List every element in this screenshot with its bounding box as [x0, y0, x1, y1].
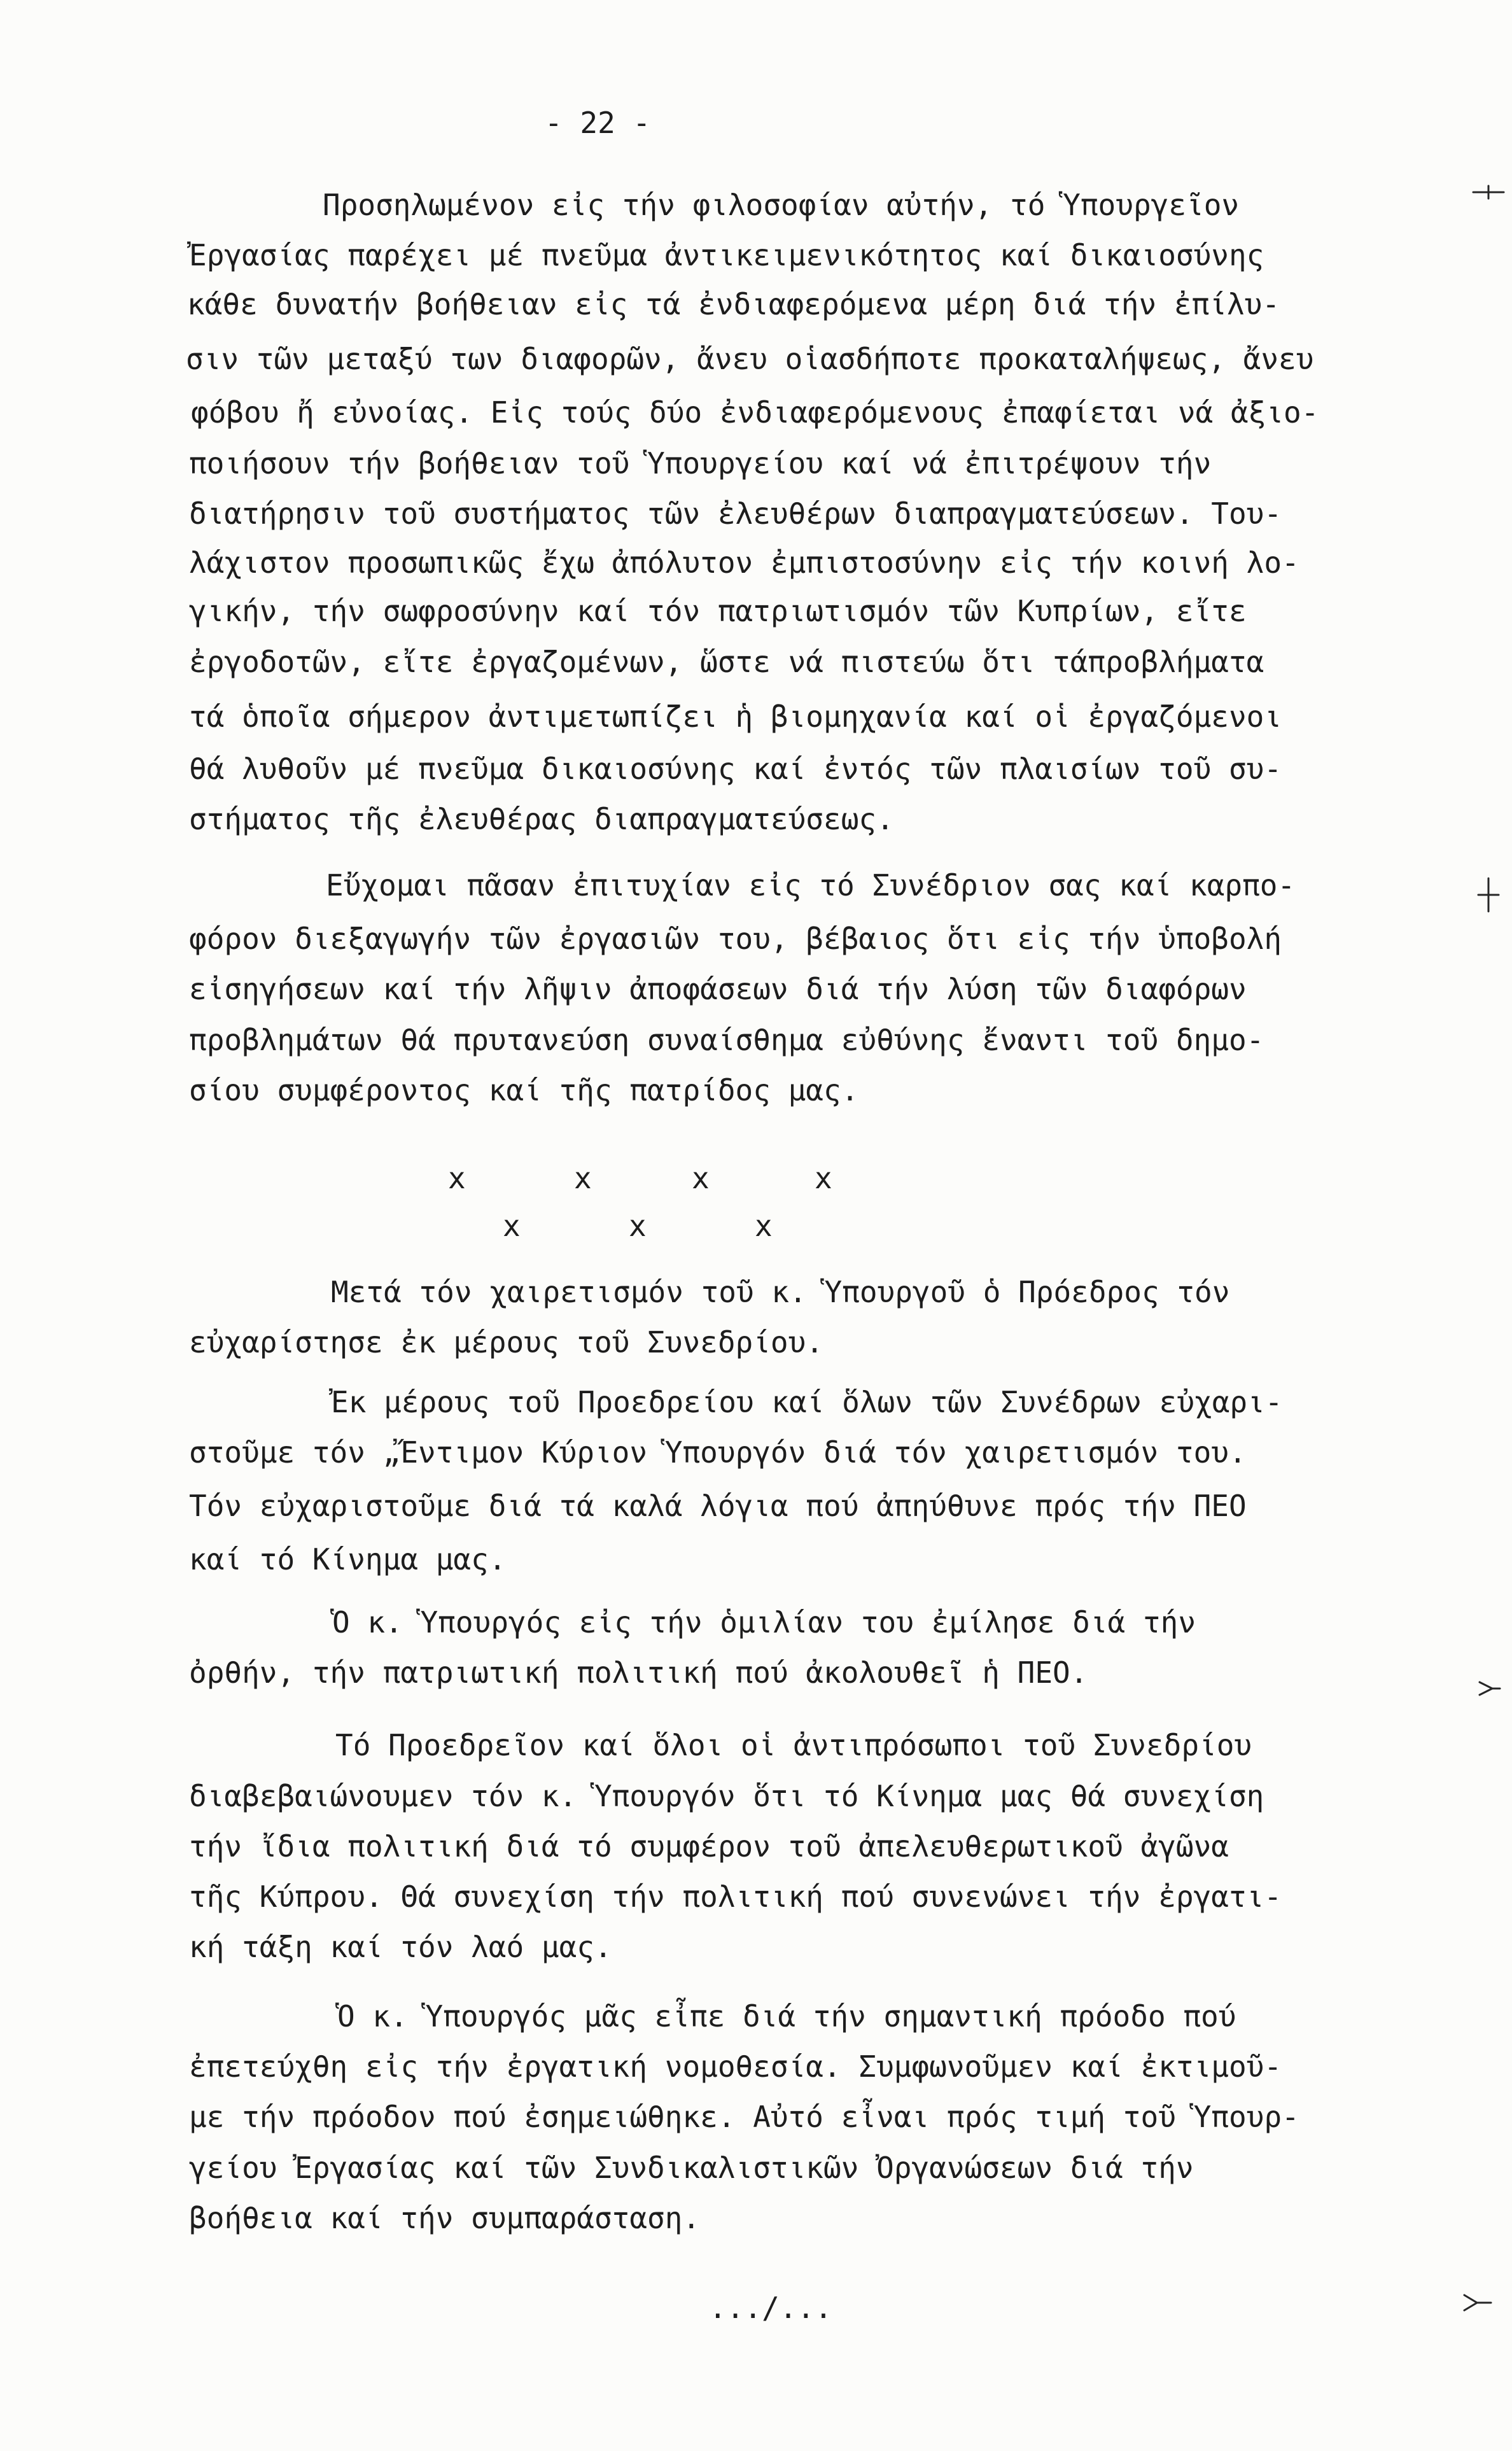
text-line: με τήν πρόοδον πού ἐσημειώθηκε. Αὐτό εἶναι πρός τιμή τοῦ Ὑπουρ-: [189, 2100, 1299, 2134]
text-line: ἐπετεύχθη εἰς τήν ἐργατική νομοθεσία. Συμφωνοῦμεν καί ἐκτιμοῦ-: [189, 2049, 1282, 2084]
text-line: φόβου ἤ εὐνοίας. Εἰς τούς δύο ἐνδιαφερόμενους ἐπαφίεται νά ἀξιο-: [191, 395, 1319, 430]
separator-mark: x: [692, 1161, 710, 1195]
text-line: τά ὁποῖα σήμερον ἀντιμετωπίζει ἡ βιομηχανία καί οἱ ἐργαζόμενοι: [189, 699, 1282, 734]
text-line: Ἐκ μέρους τοῦ Προεδρείου καί ὅλων τῶν Συνέδρων εὐχαρι-: [331, 1385, 1283, 1419]
registration-arrow-icon: [1473, 1676, 1504, 1701]
text-line: σίου συμφέροντος καί τῆς πατρίδος μας.: [189, 1073, 859, 1107]
page-number: - 22 -: [545, 106, 651, 140]
text-line: θά λυθοῦν μέ πνεῦμα δικαιοσύνης καί ἐντός τῶν πλαισίων τοῦ συ-: [189, 752, 1282, 786]
text-line: τῆς Κύπρου. Θά συνεχίση τήν πολιτική πού συνενώνει τήν ἐργατι-: [189, 1879, 1282, 1914]
text-line: καί τό Κίνημα μας.: [189, 1542, 507, 1577]
text-line: κάθε δυνατήν βοήθειαν εἰς τά ἐνδιαφερόμενα μέρη διά τήν ἐπίλυ-: [187, 287, 1280, 321]
text-line: γικήν, τήν σωφροσύνην καί τόν πατριωτισμόν τῶν Κυπρίων, εἴτε: [189, 594, 1247, 628]
continuation-marker: .../...: [709, 2291, 832, 2325]
text-line: Μετά τόν χαιρετισμόν τοῦ κ. Ὑπουργοῦ ὁ Πρόεδρος τόν: [331, 1275, 1230, 1309]
registration-arrow-icon: [1459, 2290, 1495, 2315]
text-line: ὀρθήν, τήν πατριωτική πολιτική πού ἀκολουθεῖ ἡ ΠΕΟ.: [189, 1655, 1088, 1690]
text-line: διαβεβαιώνουμεν τόν κ. Ὑπουργόν ὅτι τό Κίνημα μας θά συνεχίση: [189, 1779, 1264, 1813]
text-line: γείου Ἐργασίας καί τῶν Συνδικαλιστικῶν Ὀργανώσεων διά τήν: [189, 2151, 1194, 2185]
text-line: Τόν εὐχαριστοῦμε διά τά καλά λόγια πού ἀπηύθυνε πρός τήν ΠΕΟ: [189, 1489, 1247, 1523]
registration-cross-icon: [1471, 181, 1506, 204]
separator-mark: x: [574, 1161, 592, 1195]
separator-mark: x: [755, 1209, 773, 1243]
text-line: διατήρησιν τοῦ συστήματος τῶν ἐλευθέρων διαπραγματεύσεων. Του-: [189, 496, 1282, 531]
text-line: στοῦμε τόν „Ἔντιμον Κύριον Ὑπουργόν διά τόν χαιρετισμόν του.: [189, 1435, 1247, 1470]
text-line: τήν ἴδια πολιτική διά τό συμφέρον τοῦ ἀπελευθερωτικοῦ ἀγῶνα: [189, 1829, 1229, 1864]
text-line: σιν τῶν μεταξύ των διαφορῶν, ἄνευ οἱασδήποτε προκαταλήψεως, ἄνευ: [186, 342, 1314, 376]
text-line: φόρον διεξαγωγήν τῶν ἐργασιῶν του, βέβαιος ὅτι εἰς τήν ὑποβολή: [189, 922, 1282, 956]
registration-cross-icon: [1474, 876, 1502, 914]
text-line: Προσηλωμένον εἰς τήν φιλοσοφίαν αὐτήν, τό Ὑπουργεῖον: [323, 188, 1240, 222]
text-line: ἐργοδοτῶν, εἴτε ἐργαζομένων, ὥστε νά πιστεύω ὅτι τάπροβλήματα: [189, 645, 1264, 679]
separator-mark: x: [815, 1161, 832, 1195]
text-line: προβλημάτων θά πρυτανεύση συναίσθημα εὐθύνης ἔναντι τοῦ δημο-: [189, 1023, 1264, 1057]
separator-mark: x: [448, 1161, 466, 1195]
text-line: Εὔχομαι πᾶσαν ἐπιτυχίαν εἰς τό Συνέδριον σας καί καρπο-: [326, 868, 1296, 902]
text-line: λάχιστον προσωπικῶς ἔχω ἀπόλυτον ἐμπιστοσύνην εἰς τήν κοινή λο-: [189, 545, 1299, 580]
text-line: Ὁ κ. Ὑπουργός μᾶς εἶπε διά τήν σημαντική πρόοδο πού: [337, 1999, 1236, 2033]
text-line: βοήθεια καί τήν συμπαράσταση.: [189, 2201, 701, 2235]
separator-mark: x: [503, 1209, 521, 1243]
text-line: Τό Προεδρεῖον καί ὅλοι οἱ ἀντιπρόσωποι τοῦ Συνεδρίου: [335, 1728, 1252, 1762]
text-line: εἰσηγήσεων καί τήν λῆψιν ἀποφάσεων διά τήν λύση τῶν διαφόρων: [189, 972, 1247, 1006]
text-line: στήματος τῆς ἐλευθέρας διαπραγματεύσεως.: [189, 802, 894, 836]
text-line: κή τάξη καί τόν λαό μας.: [189, 1930, 612, 1964]
text-line: Ἐργασίας παρέχει μέ πνεῦμα ἀντικειμενικότητος καί δικαιοσύνης: [189, 238, 1264, 272]
text-line: εὐχαρίστησε ἐκ μέρους τοῦ Συνεδρίου.: [189, 1325, 823, 1359]
text-line: ποιήσουν τήν βοήθειαν τοῦ Ὑπουργείου καί νά ἐπιτρέψουν τήν: [189, 446, 1212, 481]
text-line: Ὁ κ. Ὑπουργός εἰς τήν ὁμιλίαν του ἐμίλησε διά τήν: [332, 1605, 1196, 1640]
separator-mark: x: [629, 1209, 647, 1243]
